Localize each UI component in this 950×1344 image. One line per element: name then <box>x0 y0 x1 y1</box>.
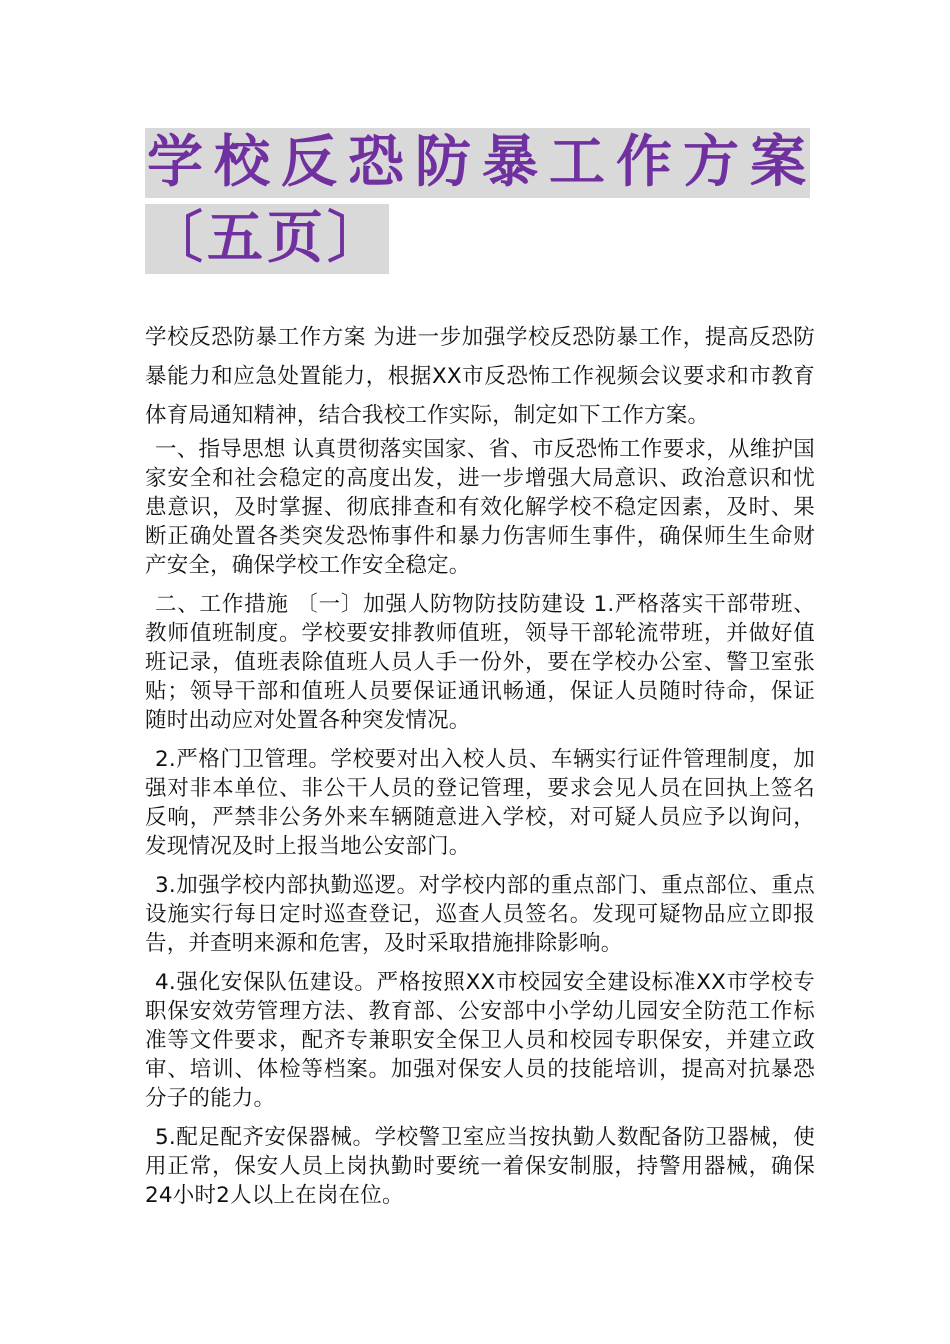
guiding-thought-paragraph: 一、指导思想 认真贯彻落实国家、省、市反恐怖工作要求，从维护国家安全和社会稳定的高度出发，进一步增强大局意识、政治意识和忧患意识，及时掌握、彻底排查和有效化解学校不稳定因素，及时、果断正确处置各类突发恐怖事件和暴力伤害师生事件，确保师生生命财产安全，确保学校工作安全稳定。 <box>145 437 815 578</box>
measures-paragraph-3: 3.加强学校内部执勤巡逻。对学校内部的重点部门、重点部位、重点设施实行每日定时巡查登记，巡查人员签名。发现可疑物品应立即报告，并查明来源和危害，及时采取措施排除影响。 <box>145 873 815 956</box>
document-body <box>145 318 815 1210</box>
document-title <box>145 128 817 274</box>
measures-paragraph-5: 5.配足配齐安保器械。学校警卫室应当按执勤人数配备防卫器械，使用正常，保安人员上岗执勤时要统一着保安制服，持警用器械，确保24小时2人以上在岗在位。 <box>145 1125 815 1208</box>
measures-paragraph-4: 4.强化安保队伍建设。严格按照XX市校园安全建设标准XX市学校专职保安效劳管理方法、教育部、公安部中小学幼儿园安全防范工作标准等文件要求，配齐专兼职安全保卫人员和校园专职保安，并建立政审、培训、体检等档案。加强对保安人员的技能培训，提高对抗暴恐分子的能力。 <box>145 970 815 1111</box>
title-line-main: 学校反恐防暴工作方案 <box>145 128 810 198</box>
title-line-pages: 〔五页〕 <box>145 204 389 274</box>
measures-paragraph-1: 二、工作措施 〔一〕加强人防物防技防建设 1.严格落实干部带班、教师值班制度。学校要安排教师值班，领导干部轮流带班，并做好值班记录，值班表除值班人员人手一份外，要在学校办公室、警卫室张贴；领导干部和值班人员要保证通讯畅通，保证人员随时待命，保证随时出动应对处置各种突发情况。 <box>145 592 815 733</box>
measures-paragraph-2: 2.严格门卫管理。学校要对出入校人员、车辆实行证件管理制度，加强对非本单位、非公干人员的登记管理，要求会见人员在回执上签名反响，严禁非公务外来车辆随意进入学校，对可疑人员应予以询问，发现情况及时上报当地公安部门。 <box>145 747 815 859</box>
intro-paragraph: 学校反恐防暴工作方案 为进一步加强学校反恐防暴工作，提高反恐防暴能力和应急处置能力，根据XX市反恐怖工作视频会议要求和市教育体育局通知精神，结合我校工作实际，制定如下工作方案。 <box>145 325 815 428</box>
